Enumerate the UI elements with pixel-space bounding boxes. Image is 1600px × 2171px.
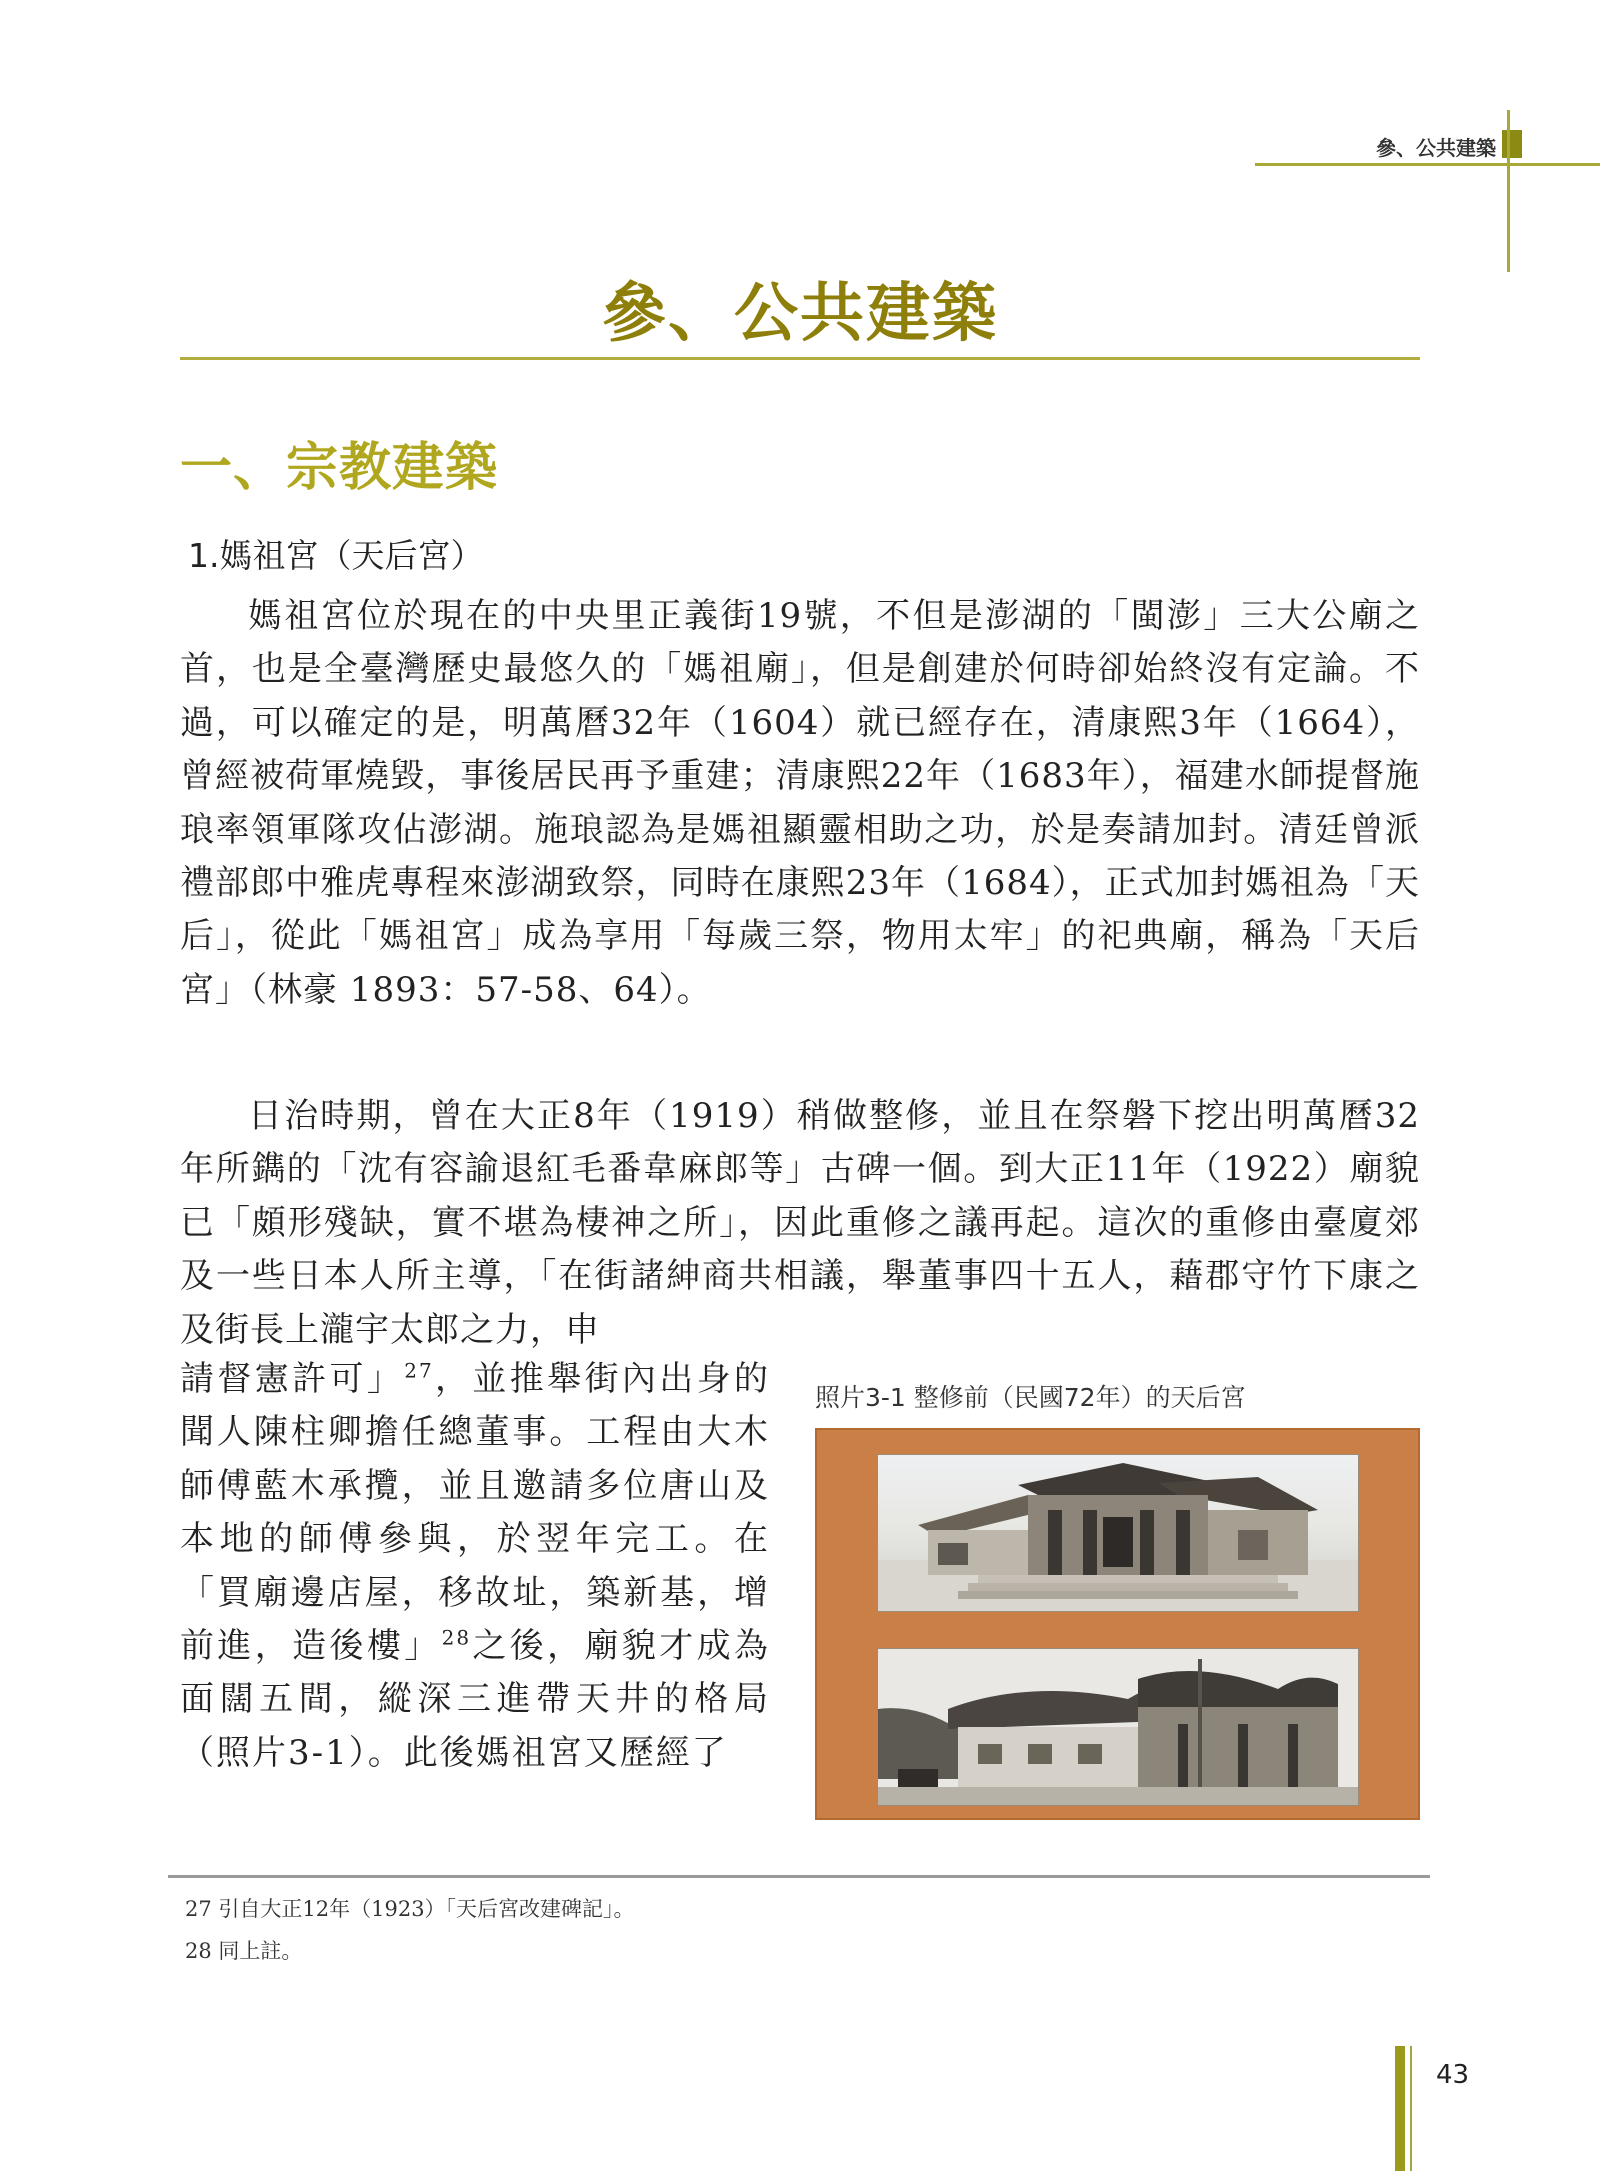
running-header-title: 參、公共建築 xyxy=(1376,136,1496,160)
header-marker-block xyxy=(1502,130,1522,158)
subsection-title: 1.媽祖宮（天后宮） xyxy=(188,536,484,575)
temple-side-illustration xyxy=(878,1649,1358,1805)
temple-photo xyxy=(815,1428,1420,1820)
footnote-ref-28[interactable]: 28 xyxy=(441,1625,472,1650)
body-paragraph-2: 日治時期，曾在大正8年（1919）稍做整修，並且在祭磐下挖出明萬曆32年所鐫的「沈有容諭退紅毛番韋麻郎等」古碑一個。到大正11年（1922）廟貌已「頗形殘缺，實不堪為棲神之所」，因此重修之議再起。這次的重修由臺廈郊及一些日本人所主導，「在街諸紳商共相議，舉董事四十五人，藉郡守竹下康之及街長上瀧宇太郎之力，申 xyxy=(180,1096,1420,1350)
paragraph-3-text-c: 之後，廟貌才成為面闊五間，縱深三進帶天井的格局（照片3-1）。此後媽祖宮又歷經了 xyxy=(180,1626,771,1773)
footnote-27: 27 引自大正12年（1923）「天后宮改建碑記」。 xyxy=(185,1897,635,1921)
page-number-line xyxy=(1410,2046,1412,2171)
body-paragraph-3 xyxy=(180,1353,770,1780)
page-number-bar xyxy=(1395,2046,1405,2171)
paragraph-3-text-b: ，並推舉街內出身的聞人陳柱卿擔任總董事。工程由大木師傅藍木承攬，並且邀請多位唐山及本地的師傅參與，於翌年完工。在「買廟邊店屋，移故址，築新基，增前進，造後樓」 xyxy=(180,1359,770,1667)
temple-front-illustration xyxy=(878,1455,1358,1611)
body-paragraph-1: 媽祖宮位於現在的中央里正義街19號，不但是澎湖的「閩澎」三大公廟之首，也是全臺灣歷史最悠久的「媽祖廟」，但是創建於何時卻始終沒有定論。不過，可以確定的是，明萬曆32年（1604）就已經存在，清康熙3年（1664），曾經被荷軍燒毀，事後居民再予重建；清康熙22年（1683年），福建水師提督施琅率領軍隊攻佔澎湖。施琅認為是媽祖顯靈相助之功，於是奏請加封。清廷曾派禮部郎中雅虎專程來澎湖致祭，同時在康熙23年（1684），正式加封媽祖為「天后」，從此「媽祖宮」成為享用「每歲三祭，物用太牢」的祀典廟，稱為「天后宮」（林豪 1893：57-58、64）。 xyxy=(180,596,1420,1010)
temple-photo-side-view xyxy=(877,1648,1359,1806)
temple-photo-front-view xyxy=(877,1454,1359,1612)
footnote-rule xyxy=(168,1875,1430,1878)
header-rule-vertical xyxy=(1507,110,1510,272)
chapter-title-rule xyxy=(180,357,1420,360)
chapter-title: 參、公共建築 xyxy=(602,276,998,351)
footnote-28: 28 同上註。 xyxy=(185,1939,303,1963)
running-header xyxy=(1260,128,1530,168)
section-title: 一、宗教建築 xyxy=(180,437,499,498)
footnote-ref-27[interactable]: 27 xyxy=(404,1358,434,1383)
header-rule-horizontal xyxy=(1255,163,1600,166)
page-number: 43 xyxy=(1436,2060,1470,2090)
photo-caption: 照片3-1 整修前（民國72年）的天后宮 xyxy=(815,1383,1246,1412)
paragraph-3-text-a: 請督憲許可」 xyxy=(180,1359,405,1399)
